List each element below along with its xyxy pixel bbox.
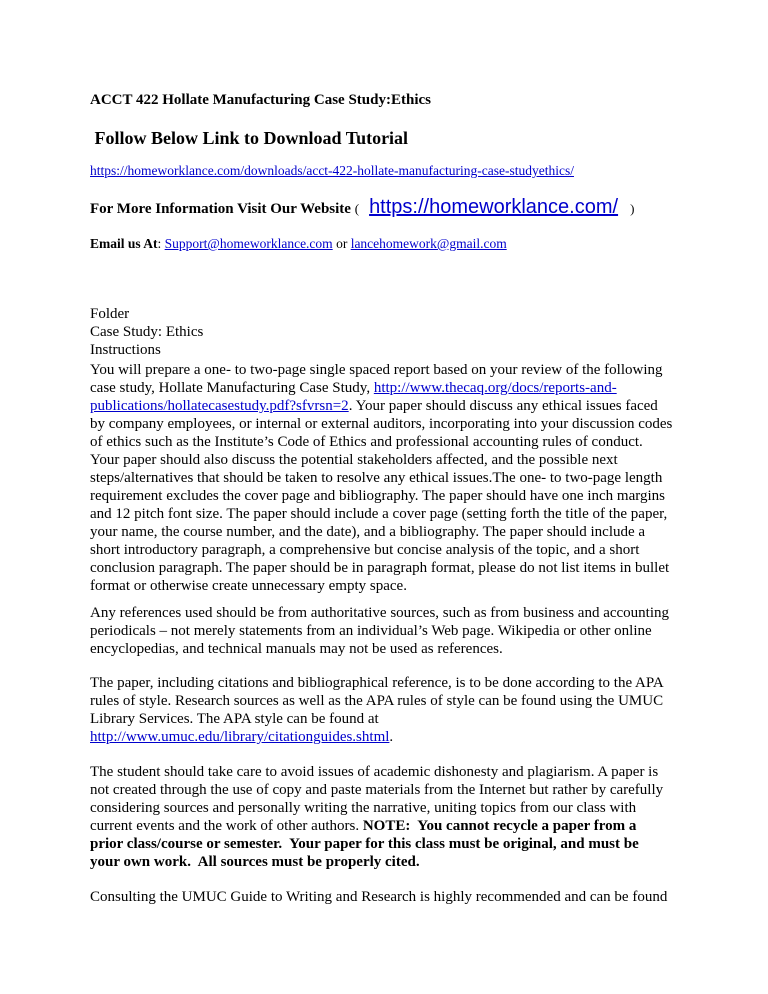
p4-line: not created through the use of copy and paste materials from the Internet but rather by carefully xyxy=(90,782,664,798)
p1-line: by company employees, or internal or external auditors, incorporating into your discussion codes xyxy=(90,416,673,432)
p1-line: requirement excludes the cover page and bibliography. The paper should have one inch margins xyxy=(90,488,665,504)
p1-line: steps/alternatives that should be taken to resolve any ethical issues.The one- to two-page length xyxy=(90,470,663,486)
email-line xyxy=(90,235,507,253)
p4-note-bold: NOTE: You cannot recycle a paper from a xyxy=(362,818,637,834)
p1-line: of ethics such as the Institute’s Code of Ethics and professional accounting rules of conduct. xyxy=(90,434,643,450)
website-link[interactable]: https://homeworklance.com/ xyxy=(369,196,619,218)
p2-line: Any references used should be from authoritative sources, such as from business and accounting xyxy=(90,605,670,621)
p1-line xyxy=(90,379,617,397)
document-title: ACCT 422 Hollate Manufacturing Case Study:Ethics xyxy=(90,92,431,108)
p4-bold-line: your own work. All sources must be properly cited. xyxy=(90,854,420,870)
p1-line xyxy=(90,397,658,415)
p4-line: considering sources and personally writing the narrative, uniting topics from our class with xyxy=(90,800,637,816)
p3-line: The paper, including citations and bibliographical reference, is to be done according to the APA xyxy=(90,675,664,691)
p4-line: The student should take care to avoid issues of academic dishonesty and plagiarism. A paper is xyxy=(90,764,659,780)
p3-text: . xyxy=(389,729,394,745)
p1-line: short introductory paragraph, a comprehensive but concise analysis of the topic, and a short xyxy=(90,542,640,558)
instructions-heading: Instructions xyxy=(90,342,161,358)
p4-line xyxy=(90,817,636,835)
p3-line xyxy=(90,728,393,746)
website-line xyxy=(90,198,634,218)
p3-line: rules of style. Research sources as well as the APA rules of style can be found using the UMUC xyxy=(90,693,664,709)
open-paren: ( xyxy=(354,201,360,216)
tutorial-link[interactable]: https://homeworklance.com/downloads/acct-422-hollate-manufacturing-case-studyethics/ xyxy=(90,163,574,178)
p1-line: Your paper should also discuss the potential stakeholders affected, and the possible next xyxy=(90,452,618,468)
p1-line: and 12 pitch font size. The paper should include a cover page (setting forth the title of the paper, xyxy=(90,506,668,522)
caq-link-part2[interactable]: publications/hollatecasestudy.pdf?sfvrsn=2 xyxy=(90,398,349,414)
email-colon: : xyxy=(157,236,162,251)
caq-link-part1[interactable]: http://www.thecaq.org/docs/reports-and- xyxy=(373,380,617,396)
case-study-label: Case Study: Ethics xyxy=(90,324,204,340)
p4-bold-line: prior class/course or semester. Your paper for this class must be original, and must be xyxy=(90,836,639,852)
p4-text: current events and the work of other authors. xyxy=(90,818,363,834)
p1-line: conclusion paragraph. The paper should be in paragraph format, please do not list items in bullet xyxy=(90,560,670,576)
tutorial-link-line xyxy=(90,162,574,180)
download-heading: Follow Below Link to Download Tutorial xyxy=(90,128,409,148)
close-paren: ) xyxy=(630,201,635,216)
email-label: Email us At xyxy=(90,236,158,251)
p5-line: Consulting the UMUC Guide to Writing and Research is highly recommended and can be found xyxy=(90,889,668,905)
umuc-citation-link[interactable]: http://www.umuc.edu/library/citationguides.shtml xyxy=(90,729,390,745)
p1-line: You will prepare a one- to two-page single spaced report based on your review of the following xyxy=(90,362,663,378)
support-email-link[interactable]: Support@homeworklance.com xyxy=(164,236,333,251)
p1-text: case study, Hollate Manufacturing Case Study, xyxy=(90,380,374,396)
folder-label: Folder xyxy=(90,306,130,322)
p2-line: encyclopedias, and technical manuals may not be used as references. xyxy=(90,641,503,657)
p1-line: your name, the course number, and the date), and a bibliography. The paper should include a xyxy=(90,524,646,540)
p1-text: . Your paper should discuss any ethical issues faced xyxy=(348,398,658,414)
more-info-label: For More Information Visit Our Website xyxy=(90,201,351,217)
lance-email-link[interactable]: lancehomework@gmail.com xyxy=(350,236,507,251)
p1-line: format or otherwise create unnecessary empty space. xyxy=(90,578,407,594)
p3-line: Library Services. The APA style can be found at xyxy=(90,711,379,727)
p2-line: periodicals – not merely statements from an individual’s Web page. Wikipedia or other online xyxy=(90,623,652,639)
email-or: or xyxy=(336,236,348,251)
